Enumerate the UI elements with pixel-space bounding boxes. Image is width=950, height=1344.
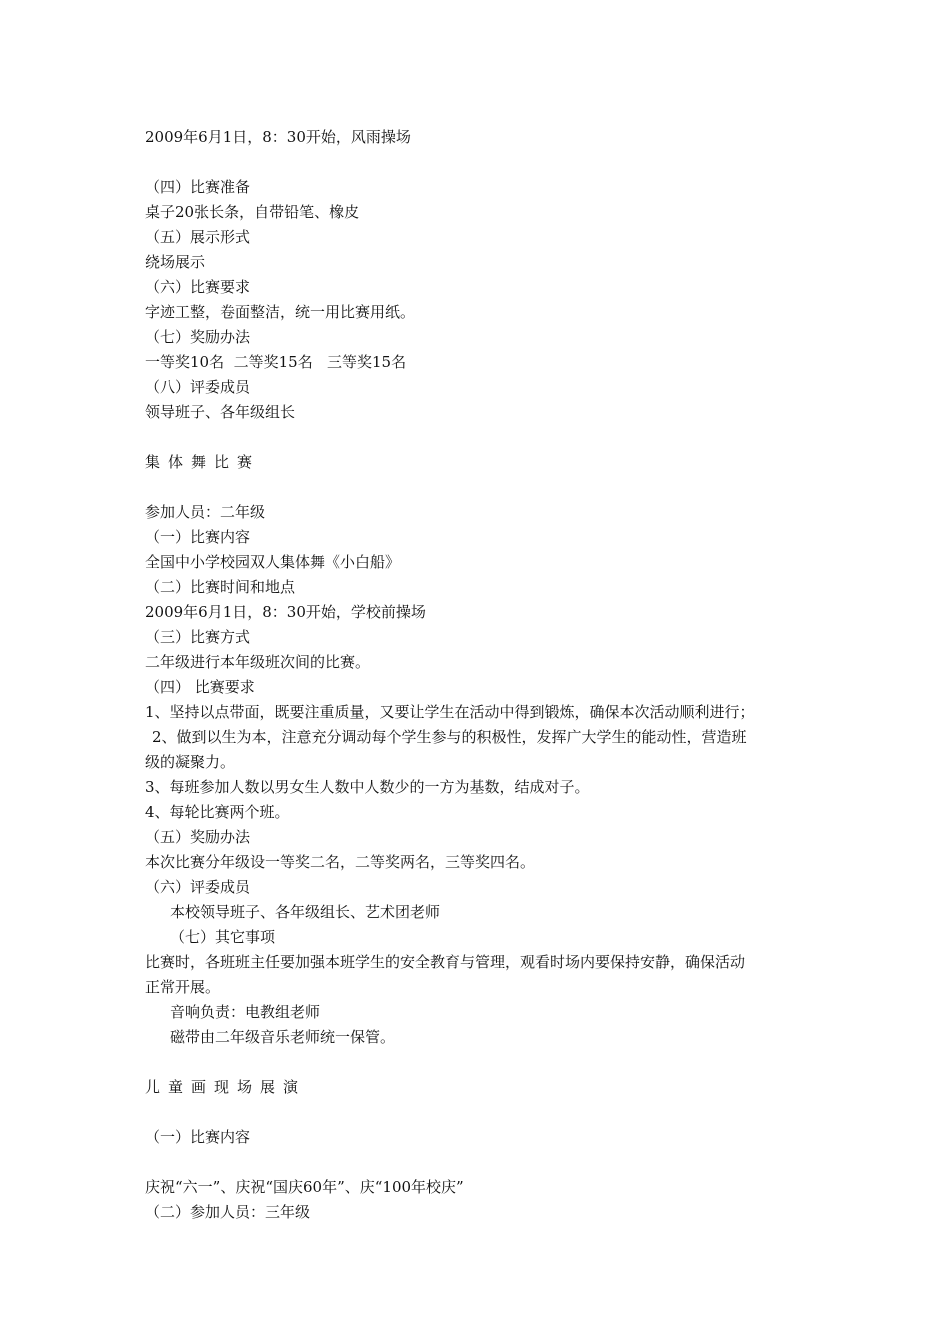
drawing-content-text: 庆祝“六一”、庆祝“国庆60年”、庆“100年校庆” — [145, 1178, 464, 1196]
dance-tape-note: 磁带由二年级音乐老师统一保管。 — [170, 1028, 396, 1046]
section-title-group-dance: 集体舞比赛 — [145, 453, 261, 471]
dance-req-item-3: 3、每班参加人数以男女生人数中人数少的一方为基数，结成对子。 — [145, 778, 590, 796]
prep-heading: （四）比赛准备 — [145, 178, 251, 196]
dance-sound-note: 音响负责：电教组老师 — [170, 1003, 321, 1021]
dance-method-text: 二年级进行本年级班次间的比赛。 — [145, 653, 371, 671]
dance-other-text: 比赛时，各班班主任要加强本班学生的安全教育与管理，观看时场内要保持安静，确保活动 — [145, 953, 746, 971]
display-text: 绕场展示 — [145, 253, 206, 271]
dance-judges-heading: （六）评委成员 — [145, 878, 251, 896]
dance-req-heading: （四） 比赛要求 — [145, 678, 255, 696]
dance-other-heading: （七）其它事项 — [170, 928, 276, 946]
dance-req-item-1: 1、坚持以点带面，既要注重质量，又要让学生在活动中得到锻炼，确保本次活动顺利进行； — [145, 703, 755, 721]
dance-award-heading: （五）奖励办法 — [145, 828, 251, 846]
judges-heading: （八）评委成员 — [145, 378, 251, 396]
award-heading: （七）奖励办法 — [145, 328, 251, 346]
display-heading: （五）展示形式 — [145, 228, 251, 246]
judges-text: 领导班子、各年级组长 — [145, 403, 296, 421]
section-title-children-drawing: 儿童画现场展演 — [145, 1078, 307, 1096]
drawing-content-heading: （一）比赛内容 — [145, 1128, 251, 1146]
requirements-text: 字迹工整，卷面整洁，统一用比赛用纸。 — [145, 303, 416, 321]
dance-participants: 参加人员：二年级 — [145, 503, 266, 521]
drawing-participants-heading: （二）参加人员：三年级 — [145, 1203, 311, 1221]
event-time-place: 2009年6月1日，8：30开始，风雨操场 — [145, 128, 411, 146]
dance-timeplace-text: 2009年6月1日，8：30开始，学校前操场 — [145, 603, 426, 621]
prep-text: 桌子20张长条，自带铅笔、橡皮 — [145, 203, 360, 221]
dance-req-item-2-cont: 级的凝聚力。 — [145, 753, 236, 771]
dance-method-heading: （三）比赛方式 — [145, 628, 251, 646]
award-text: 一等奖10名 二等奖15名 三等奖15名 — [145, 353, 407, 371]
dance-timeplace-heading: （二）比赛时间和地点 — [145, 578, 296, 596]
dance-content-text: 全国中小学校园双人集体舞《小白船》 — [145, 553, 401, 571]
dance-judges-text: 本校领导班子、各年级组长、艺术团老师 — [170, 903, 441, 921]
dance-content-heading: （一）比赛内容 — [145, 528, 251, 546]
dance-req-item-2: 2、做到以生为本，注意充分调动每个学生参与的积极性，发挥广大学生的能动性，营造班 — [152, 728, 747, 746]
dance-req-item-4: 4、每轮比赛两个班。 — [145, 803, 290, 821]
dance-award-text: 本次比赛分年级设一等奖二名，二等奖两名，三等奖四名。 — [145, 853, 536, 871]
dance-other-text-cont: 正常开展。 — [145, 978, 221, 996]
requirements-heading: （六）比赛要求 — [145, 278, 251, 296]
